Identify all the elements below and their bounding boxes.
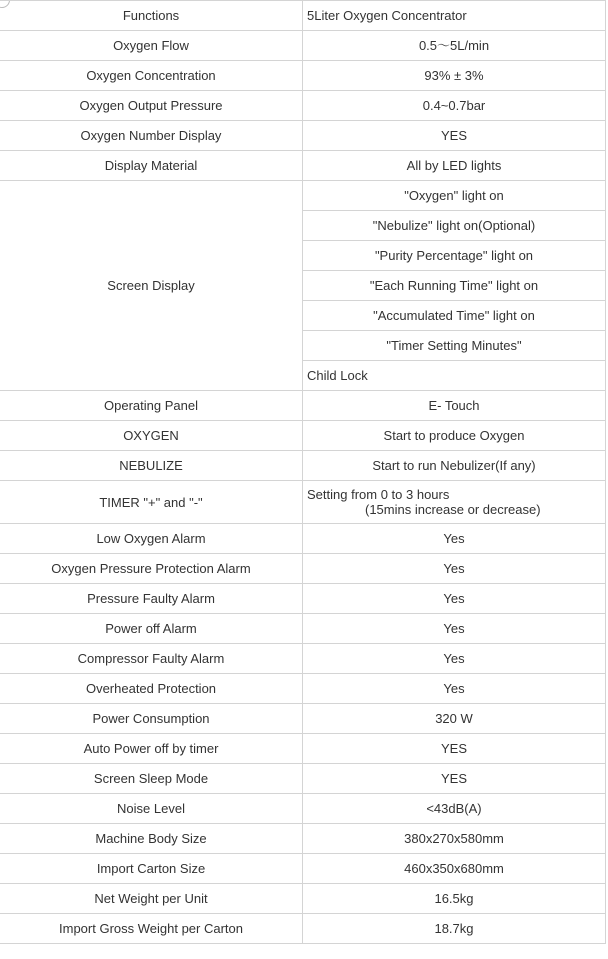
row-label: Screen Sleep Mode [0, 764, 303, 794]
row-label: OXYGEN [0, 421, 303, 451]
row-label: Oxygen Concentration [0, 61, 303, 91]
table-row [0, 734, 606, 764]
table-row [0, 61, 606, 91]
row-label: Functions [0, 1, 303, 31]
row-value: 93% ± 3% [303, 61, 606, 91]
row-value: 0.4~0.7bar [303, 91, 606, 121]
table-row [0, 121, 606, 151]
row-label: Power off Alarm [0, 614, 303, 644]
row-value: All by LED lights [303, 151, 606, 181]
table-row [0, 421, 606, 451]
screen-display-value: Child Lock [303, 361, 606, 391]
screen-display-value: "Purity Percentage" light on [303, 241, 606, 271]
row-value: Yes [303, 674, 606, 704]
screen-display-value: "Accumulated Time" light on [303, 301, 606, 331]
table-row [0, 151, 606, 181]
row-label: Overheated Protection [0, 674, 303, 704]
row-value: <43dB(A) [303, 794, 606, 824]
row-value: Start to run Nebulizer(If any) [303, 451, 606, 481]
table-row [0, 884, 606, 914]
screen-display-value: "Timer Setting Minutes" [303, 331, 606, 361]
row-value: 0.5～5L/min [303, 31, 606, 61]
table-row [0, 554, 606, 584]
row-label: Oxygen Pressure Protection Alarm [0, 554, 303, 584]
row-label: Machine Body Size [0, 824, 303, 854]
screen-display-label: Screen Display [0, 181, 303, 391]
timer-value [303, 481, 606, 524]
table-row [0, 91, 606, 121]
table-row [0, 854, 606, 884]
row-value: 320 W [303, 704, 606, 734]
row-value: 18.7kg [303, 914, 606, 944]
row-value: YES [303, 121, 606, 151]
row-label: Oxygen Output Pressure [0, 91, 303, 121]
row-value: 16.5kg [303, 884, 606, 914]
row-label: Compressor Faulty Alarm [0, 644, 303, 674]
screen-display-value: "Oxygen" light on [303, 181, 606, 211]
table-row [0, 451, 606, 481]
table-row [0, 764, 606, 794]
row-label: Oxygen Flow [0, 31, 303, 61]
row-label: Oxygen Number Display [0, 121, 303, 151]
row-label: Auto Power off by timer [0, 734, 303, 764]
table-row [0, 644, 606, 674]
table-row [0, 674, 606, 704]
row-value: YES [303, 734, 606, 764]
row-label: Pressure Faulty Alarm [0, 584, 303, 614]
row-value: 460x350x680mm [303, 854, 606, 884]
timer-value-line1: Setting from 0 to 3 hours [307, 487, 450, 502]
screen-display-value: "Nebulize" light on(Optional) [303, 211, 606, 241]
spec-table-body [0, 1, 606, 944]
row-value: YES [303, 764, 606, 794]
row-value: Yes [303, 614, 606, 644]
timer-value-line2: (15mins increase or decrease) [365, 502, 541, 517]
table-row [0, 614, 606, 644]
table-row [0, 824, 606, 854]
row-label: Import Carton Size [0, 854, 303, 884]
row-value: 380x270x580mm [303, 824, 606, 854]
row-value: 5Liter Oxygen Concentrator [303, 1, 606, 31]
row-value: Yes [303, 644, 606, 674]
table-row [0, 391, 606, 421]
row-value: Yes [303, 524, 606, 554]
row-label: Net Weight per Unit [0, 884, 303, 914]
table-row [0, 584, 606, 614]
table-row [0, 704, 606, 734]
row-label: Noise Level [0, 794, 303, 824]
table-row [0, 794, 606, 824]
table-row [0, 31, 606, 61]
table-row [0, 481, 606, 524]
table-row [0, 1, 606, 31]
table-row [0, 914, 606, 944]
row-label: Import Gross Weight per Carton [0, 914, 303, 944]
table-row [0, 524, 606, 554]
timer-label: TIMER "+" and "-" [0, 481, 303, 524]
row-value: Yes [303, 584, 606, 614]
screen-display-value: "Each Running Time" light on [303, 271, 606, 301]
table-row [0, 181, 606, 211]
row-label: Low Oxygen Alarm [0, 524, 303, 554]
row-label: NEBULIZE [0, 451, 303, 481]
row-label: Operating Panel [0, 391, 303, 421]
row-value: E- Touch [303, 391, 606, 421]
row-label: Power Consumption [0, 704, 303, 734]
row-label: Display Material [0, 151, 303, 181]
row-value: Start to produce Oxygen [303, 421, 606, 451]
row-value: Yes [303, 554, 606, 584]
